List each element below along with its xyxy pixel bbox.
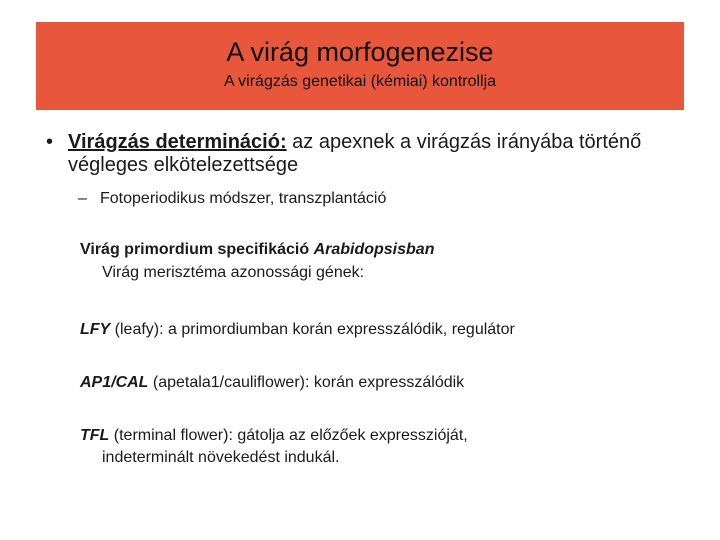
gene-desc: (apetala1/cauliflower): korán expresszálódik — [148, 374, 465, 391]
gene-desc: (terminal flower): gátolja az előzőek expresszióját, — [109, 427, 468, 444]
sub-bullet-dash: – — [78, 190, 87, 207]
gene-name: TFL — [80, 427, 110, 444]
bullet-definition: az apexnek a virágzás irányába történő végleges elkötelezettsége — [68, 131, 642, 176]
spec-heading-italic: Arabidopsisban — [313, 241, 435, 258]
bullet-term: Virágzás determináció: — [68, 131, 287, 153]
gene-name: AP1/CAL — [80, 374, 149, 391]
title-banner — [36, 22, 684, 110]
main-bullet-text — [68, 131, 708, 177]
slide-subtitle: A virágzás genetikai (kémiai) kontrollja — [223, 73, 497, 90]
gene-tfl-desc2: indeterminált növekedést indukál. — [102, 449, 340, 466]
spec-heading-bold: Virág primordium specifikáció — [80, 241, 314, 258]
sub-bullet-text: Fotoperiodikus módszer, transzplantáció — [100, 190, 387, 207]
gene-desc: (leafy): a primordiumban korán expresszálódik, regulátor — [110, 321, 515, 338]
gene-tfl — [80, 426, 468, 446]
spec-heading — [80, 240, 434, 260]
slide-title: A virág morfogenezise — [226, 37, 494, 67]
gene-name: LFY — [80, 321, 111, 338]
gene-lfy — [80, 320, 515, 340]
bullet-dot-icon: • — [46, 131, 54, 153]
spec-subline: Virág merisztéma azonossági gének: — [102, 264, 365, 281]
gene-ap1cal — [80, 373, 464, 393]
